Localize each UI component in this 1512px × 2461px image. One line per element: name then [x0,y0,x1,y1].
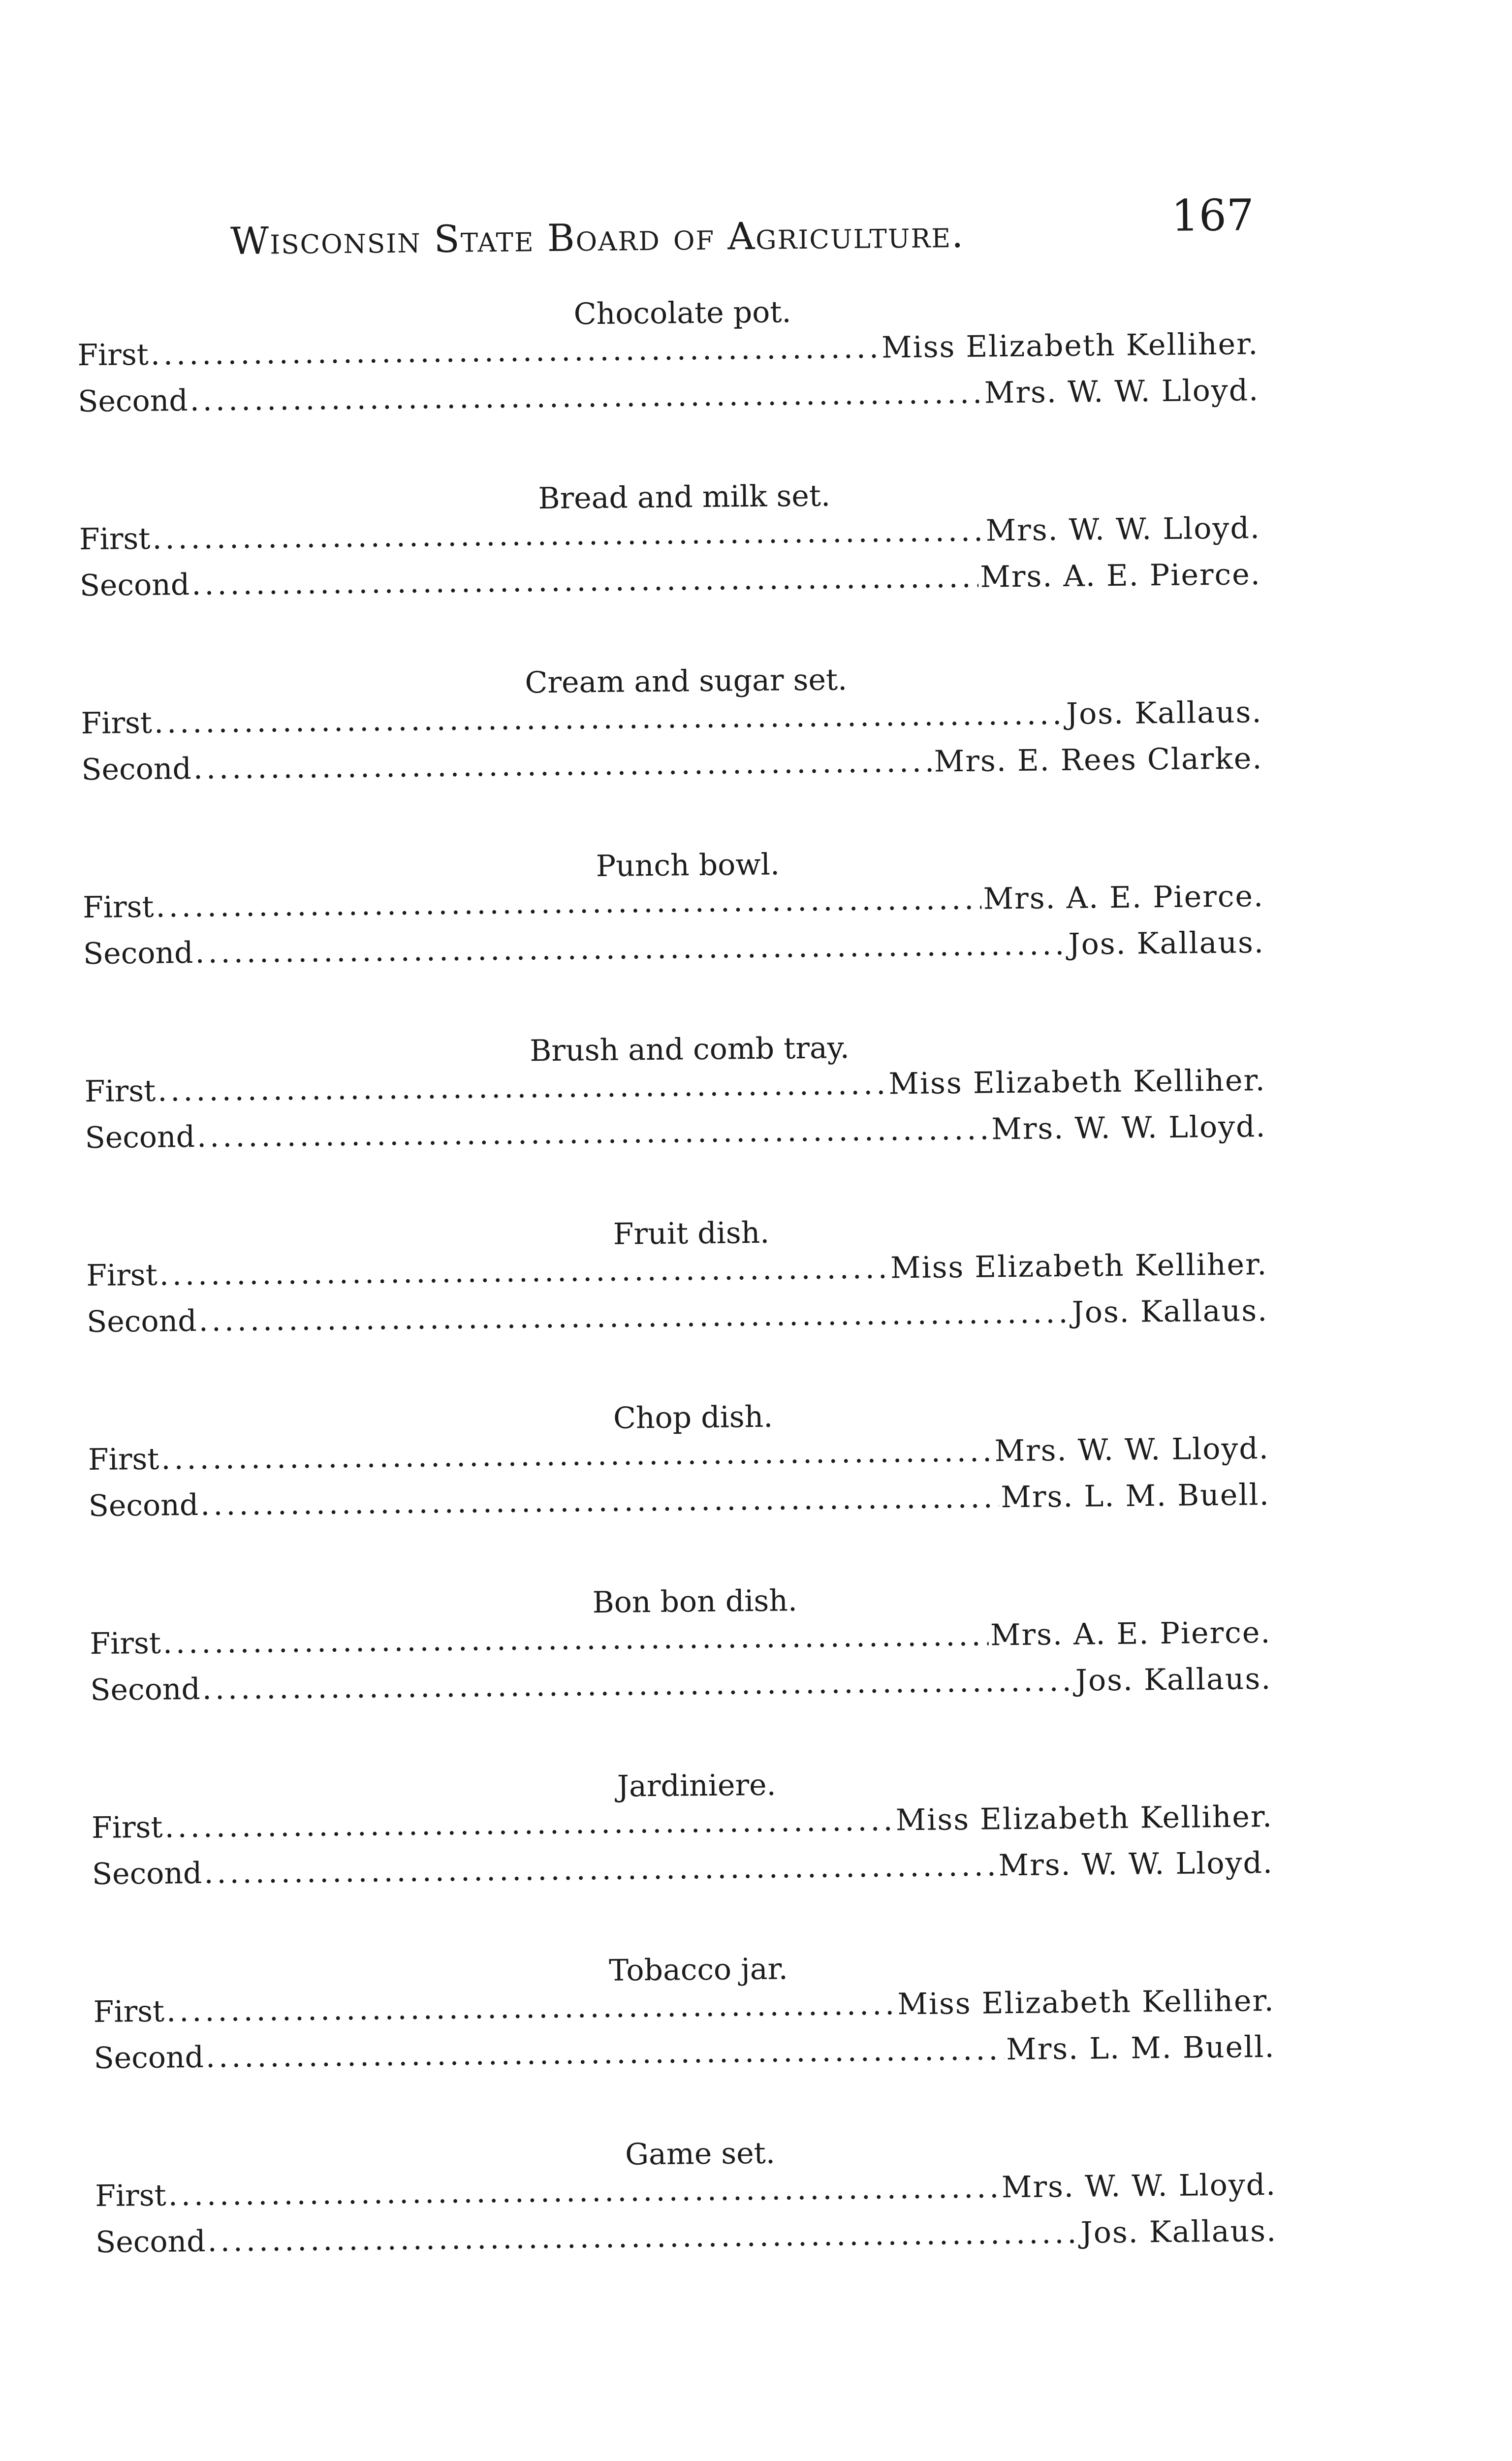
dot-leader [166,1981,896,2034]
place-label: Second [88,1487,199,1524]
running-header [230,189,1254,273]
place-label: Second [79,567,190,603]
award-section [91,1763,1274,1958]
awards-list [77,290,1277,2327]
section-title: Brush and comb tray. [529,1031,850,1069]
winner-name: Mrs. A. E. Pierce. [983,879,1264,916]
place-label: Second [81,751,192,788]
place-label: First [82,889,154,925]
winner-name: Jos. Kallaus. [1080,2213,1277,2250]
place-label: Second [90,1672,201,1708]
place-label: First [81,705,153,741]
winner-name: Mrs. W. W. Lloyd. [985,511,1261,548]
section-title: Chop dish. [613,1399,773,1436]
place-label: First [93,1994,165,2029]
section-title: Jardiniere. [617,1767,777,1804]
winner-name: Mrs. A. E. Pierce. [990,1615,1271,1653]
dot-leader [159,1245,888,1298]
winner-name: Miss Elizabeth Kelliher. [897,1983,1275,2022]
award-section [82,843,1265,1038]
header-title: Wisconsin State Board of Agriculture. [230,212,965,263]
winner-name: Jos. Kallaus. [1075,1661,1272,1698]
place-label: Second [77,383,189,419]
dot-leader [191,554,978,608]
place-label: First [77,337,149,373]
winner-name: Mrs. E. Rees Clarke. [934,741,1263,779]
place-label: Second [85,1119,195,1156]
place-label: First [86,1258,158,1294]
award-section [84,1027,1267,1222]
dot-leader [204,1842,997,1896]
dot-leader [198,1290,1070,1344]
award-section [81,659,1263,854]
winner-name: Mrs. A. E. Pierce. [980,557,1261,595]
winner-name: Mrs. W. W. Lloyd. [1001,2167,1277,2205]
dot-leader [164,1797,894,1850]
place-label: First [88,1442,159,1478]
winner-name: Miss Elizabeth Kelliher. [895,1799,1273,1838]
dot-leader [154,691,1065,746]
page-number: 167 [1171,189,1255,241]
award-section [94,2131,1277,2327]
section-title: Punch bowl. [596,847,780,884]
winner-name: Mrs. W. W. Lloyd. [998,1845,1274,1883]
section-title: Fruit dish. [613,1215,770,1252]
place-label: Second [92,1856,202,1892]
winner-name: Miss Elizabeth Kelliher. [881,327,1259,365]
place-label: Second [83,935,193,972]
dot-leader [197,1106,990,1160]
dot-leader [202,1658,1073,1712]
winner-name: Miss Elizabeth Kelliher. [890,1247,1268,1286]
section-title: Chocolate pot. [573,295,791,332]
dot-leader [156,876,981,930]
section-title: Bon bon dish. [592,1583,798,1620]
place-label: Second [95,2224,206,2260]
dot-leader [152,507,984,562]
dot-leader [193,739,932,792]
section-title: Game set. [625,2136,776,2172]
dot-leader [206,2026,1005,2081]
winner-name: Jos. Kallaus. [1066,695,1262,731]
section-title: Tobacco jar. [608,1952,788,1988]
dot-leader [161,1428,993,1482]
dot-leader [200,1474,999,1528]
place-label: First [94,2178,167,2213]
section-title: Bread and milk set. [538,478,831,516]
place-label: First [91,1810,163,1846]
place-label: Second [94,2040,204,2076]
winner-name: Jos. Kallaus. [1068,925,1265,962]
dot-leader [150,325,880,378]
dot-leader [168,2164,1000,2218]
place-label: First [84,1073,156,1109]
award-section [89,1579,1272,1774]
award-section [77,290,1260,486]
place-label: Second [86,1303,197,1340]
dot-leader [158,1061,887,1114]
place-label: First [79,521,151,557]
dot-leader [195,921,1067,976]
award-section [93,1947,1276,2143]
award-section [79,474,1261,670]
winner-name: Mrs. L. M. Buell. [1006,2029,1275,2067]
dot-leader [189,370,982,424]
winner-name: Mrs. W. W. Lloyd. [984,373,1260,410]
section-title: Cream and sugar set. [525,663,848,700]
winner-name: Mrs. W. W. Lloyd. [994,1431,1270,1469]
dot-leader [162,1612,988,1667]
dot-leader [207,2210,1079,2265]
winner-name: Mrs. L. M. Buell. [1001,1478,1270,1515]
winner-name: Miss Elizabeth Kelliher. [888,1063,1266,1102]
place-label: First [90,1626,161,1662]
winner-name: Mrs. W. W. Lloyd. [991,1109,1266,1147]
award-section [88,1395,1270,1590]
winner-name: Jos. Kallaus. [1071,1294,1268,1330]
award-section [86,1211,1268,1406]
